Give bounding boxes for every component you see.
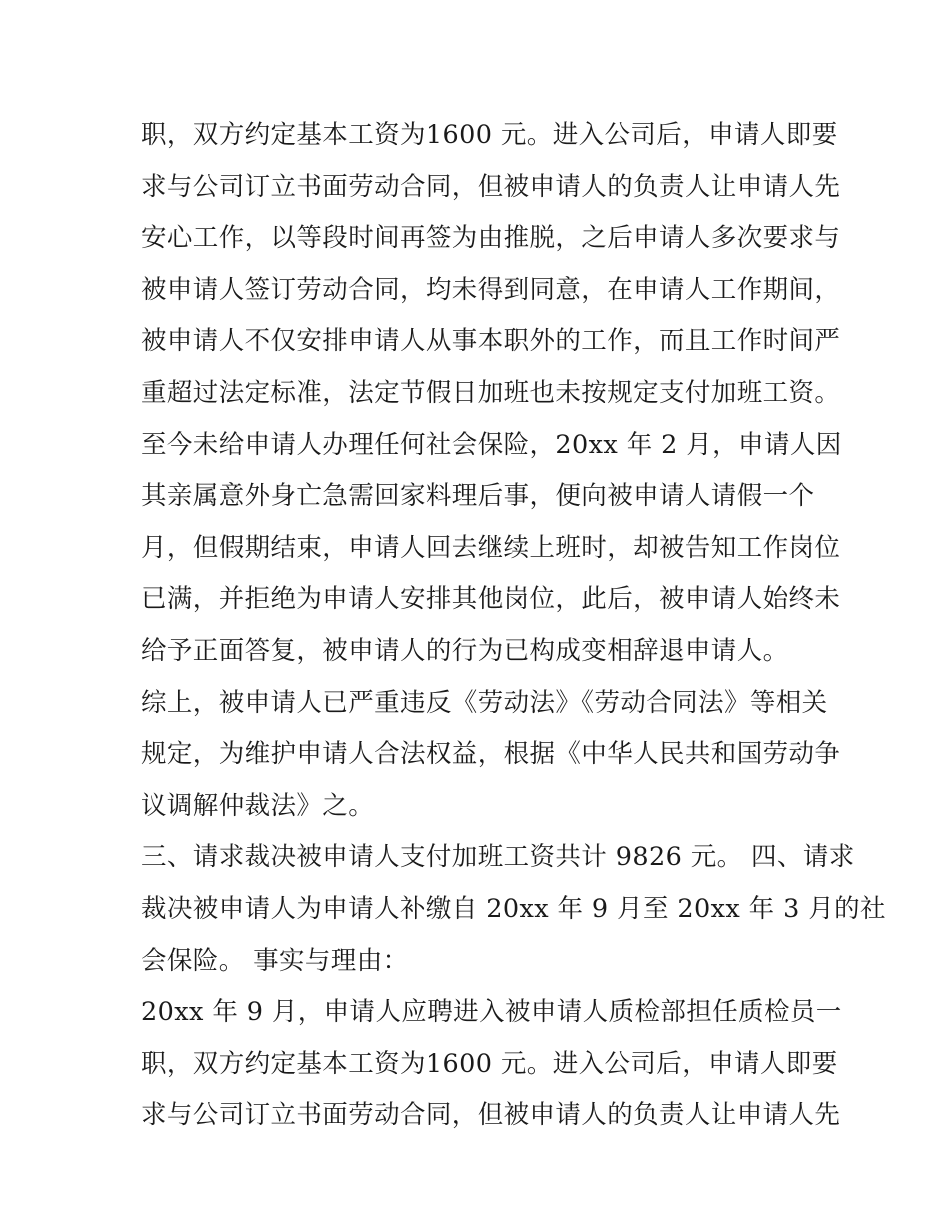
text-line: 议调解仲裁法》之。 [141, 790, 375, 821]
text-line: 职，双方约定基本工资为1600 元。进入公司后，申请人即要 [141, 120, 838, 150]
text-line: 职，双方约定基本工资为1600 元。进入公司后，申请人即要 [141, 1048, 838, 1079]
text-line: 被申请人签订劳动合同，均未得到同意，在申请人工作期间， [141, 274, 841, 305]
text-line: 规定，为维护申请人合法权益，根据《中华人民共和国劳动争 [141, 739, 841, 770]
text-line: 重超过法定标准，法定节假日加班也未按规定支付加班工资。 [141, 377, 841, 408]
text-line: 求与公司订立书面劳动合同，但被申请人的负责人让申请人先 [141, 171, 841, 202]
text-line: 会保险。 事实与理由： [141, 945, 409, 976]
document-body [141, 110, 886, 1142]
text-line: 已满，并拒绝为申请人安排其他岗位，此后，被申请人始终未 [141, 584, 841, 615]
text-line: 求与公司订立书面劳动合同，但被申请人的负责人让申请人先 [141, 1100, 841, 1131]
text-line: 裁决被申请人为申请人补缴自 20xx 年 9 月至 20xx 年 3 月的社 [141, 893, 886, 924]
text-line: 月，但假期结束，申请人回去继续上班时，却被告知工作岗位 [141, 532, 841, 563]
text-line: 综上，被申请人已严重违反《劳动法》《劳动合同法》等相关 [141, 687, 828, 718]
text-line: 安心工作，以等段时间再签为由推脱，之后申请人多次要求与 [141, 223, 841, 254]
text-line: 至今未给申请人办理任何社会保险，20xx 年 2 月，申请人因 [141, 429, 842, 460]
text-line: 给予正面答复，被申请人的行为已构成变相辞退申请人。 [141, 635, 789, 666]
text-line: 其亲属意外身亡急需回家料理后事，便向被申请人请假一个 [141, 481, 815, 512]
text-line: 20xx 年 9 月，申请人应聘进入被申请人质检部担任质检员一 [141, 997, 842, 1028]
text-line: 被申请人不仅安排申请人从事本职外的工作，而且工作时间严 [141, 326, 841, 357]
text-line: 三、请求裁决被申请人支付加班工资共计 9826 元。 四、请求 [141, 842, 855, 873]
